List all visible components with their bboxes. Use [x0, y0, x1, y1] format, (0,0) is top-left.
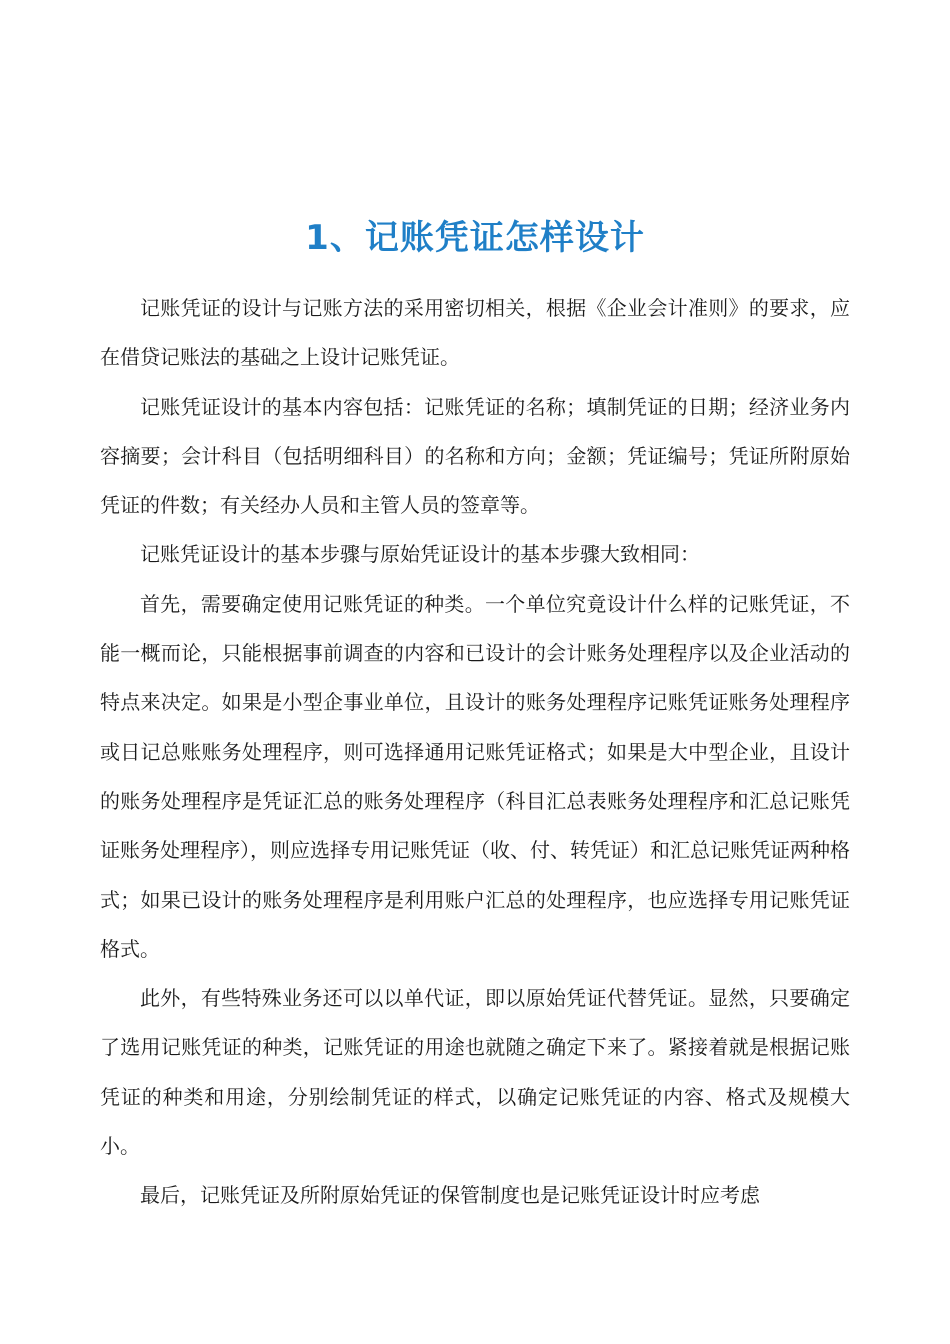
- paragraph-5: 此外，有些特殊业务还可以以单代证，即以原始凭证代替凭证。显然，只要确定了选用记账凭证的种类，记账凭证的用途也就随之确定下来了。紧接着就是根据记账凭证的种类和用途，分别绘制凭证的样式，以确定记账凭证的内容、格式及规模大小。: [100, 986, 850, 1159]
- paragraph-1: 记账凭证的设计与记账方法的采用密切相关，根据《企业会计准则》的要求，应在借贷记账法的基础之上设计记账凭证。: [100, 296, 850, 370]
- paragraph-3: 记账凭证设计的基本步骤与原始凭证设计的基本步骤大致相同：: [140, 542, 700, 567]
- document-body: [100, 284, 850, 1221]
- paragraph-2: 记账凭证设计的基本内容包括：记账凭证的名称；填制凭证的日期；经济业务内容摘要；会计科目（包括明细科目）的名称和方向；金额；凭证编号；凭证所附原始凭证的件数；有关经办人员和主管人员的签章等。: [100, 394, 850, 518]
- paragraph-4: 首先，需要确定使用记账凭证的种类。一个单位究竟设计什么样的记账凭证，不能一概而论，只能根据事前调查的内容和已设计的会计账务处理程序以及企业活动的特点来决定。如果是小型企事业单位，且设计的账务处理程序记账凭证账务处理程序或日记总账账务处理程序，则可选择通用记账凭证格式；如果是大中型企业，且设计的账务处理程序是凭证汇总的账务处理程序（科目汇总表账务处理程序和汇总记账凭证账务处理程序），则应选择专用记账凭证（收、付、转凭证）和汇总记账凭证两种格式；如果已设计的账务处理程序是利用账户汇总的处理程序，也应选择专用记账凭证格式。: [100, 591, 850, 961]
- paragraph-6: 最后，记账凭证及所附原始凭证的保管制度也是记账凭证设计时应考虑: [140, 1183, 760, 1208]
- document-title: 1、记账凭证怎样设计: [305, 218, 645, 258]
